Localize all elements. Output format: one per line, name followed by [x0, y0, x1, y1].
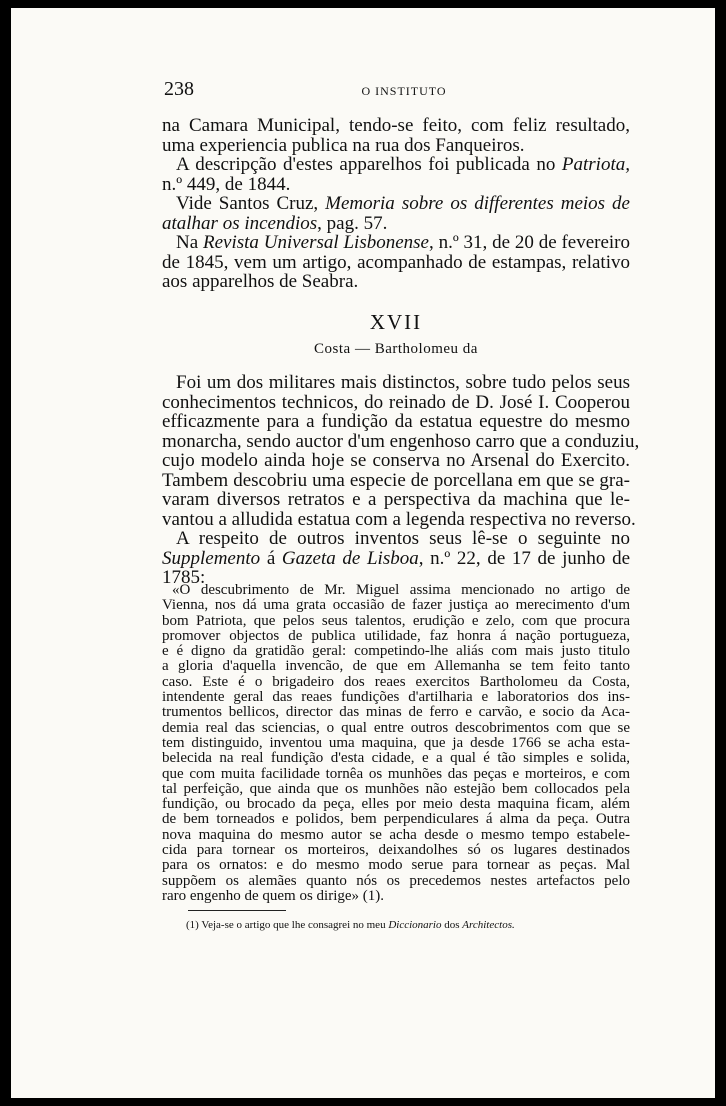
text-run: , pag. 57.	[317, 212, 388, 234]
quote-line: «O descubrimento de Mr. Miguel assima mencionado no artigo de	[172, 582, 630, 598]
italic-title: Supplemento	[162, 547, 261, 569]
text-line: efficazmente para a fundição da estatua equestre do mesmo	[162, 411, 630, 432]
text-run: Na	[176, 232, 203, 253]
quote-line: a gloria d'aquella invencão, de que em Allemanha se tem feito tanto	[162, 658, 630, 675]
page-header	[164, 78, 644, 106]
text-line: Tambem descobriu uma especie de porcellana em que se gra-	[162, 469, 630, 491]
quote-line: nova maquina do mesmo autor se acha desde o mesmo tempo estabele-	[162, 826, 630, 843]
footnote-text: (1) Veja-se o artigo que lhe consagrei no meu	[186, 919, 389, 931]
page-number: 238	[164, 78, 194, 100]
quote-line: trumentos bellicos, director das minas de ferro e carvão, e socio da Aca-	[162, 704, 630, 721]
text-line	[162, 549, 630, 569]
quote-line: belecida na real fundição d'esta cidade, e a qual é tão simples e solida,	[162, 750, 630, 767]
quote-line: para os ornatos: e do mesmo modo serue para tornear as peças. Mal	[162, 857, 630, 874]
book-page	[11, 8, 715, 1098]
section-heading: Costa — Bartholomeu da	[314, 341, 478, 357]
italic-title: atalhar os incendios	[162, 212, 318, 234]
quote-line: bom Patriota, que pelos seus talentos, erudição e zelo, com que procura	[162, 612, 630, 629]
text-run: A descripção d'estes apparelhos foi publicada no	[176, 154, 562, 175]
text-run: Vide Santos Cruz,	[176, 193, 326, 214]
text-line	[162, 194, 630, 214]
italic-title: Patriota,	[561, 154, 630, 175]
quote-line: e é digno da gratidão geral: competindo-lhe aliás com mais justo titulo	[162, 643, 630, 660]
italic-title: Revista Universal Lisbonense	[202, 232, 429, 253]
quote-line: que com muita facilidade tornêa os munhões das peças e morteiros, e com	[162, 765, 630, 782]
footnote	[186, 919, 616, 931]
quote-line: fundição, ou brocado da peça, elles por meio desta maquina ficam, além	[162, 796, 630, 813]
section-number: XVII	[369, 310, 423, 334]
text-line: aos apparelhos de Seabra.	[162, 271, 359, 292]
quote-line: demia real das sciencias, o qual entre outros descobrimentos com que se	[162, 719, 630, 736]
text-line: cujo modelo ainda hoje se conserva no Arsenal do Exercito.	[162, 450, 630, 471]
quote-line: cida para tornear os morteiros, deixandolhes só os lugares destinados	[162, 842, 630, 859]
text-run: , n.º 22, de 17 de junho de	[418, 547, 631, 569]
quote-line: tal perfeição, que ainda que os munhões não estejão bem collocados pela	[162, 780, 630, 797]
text-line: na Camara Municipal, tendo-se feito, com feliz resultado,	[162, 115, 630, 136]
quote-line: suppõem os alemães quanto nós os precedemos nestes artefactos pelo	[162, 872, 630, 889]
quote-line: intendente geral das reaes fundições d'artilharia e laboratorios dos ins-	[162, 689, 630, 706]
footnote-title: Diccionario	[388, 919, 442, 931]
quote-line: raro engenho de quem os dirige» (1).	[162, 887, 385, 904]
text-run: , n.º 31, de 20 de fevereiro	[429, 232, 631, 253]
text-line: de 1845, vem um artigo, acompanhado de estampas, relativo	[162, 251, 630, 273]
footnote-divider	[188, 910, 286, 911]
text-run: á	[266, 547, 282, 569]
text-line: varam diversos retratos e a perspectiva da machina que le-	[162, 489, 630, 510]
footnote-title: Architectos.	[462, 919, 515, 931]
text-line: uma experiencia publica na rua dos Fanqueiros.	[162, 134, 525, 156]
italic-title: Memoria sobre os differentes meios de	[325, 193, 630, 214]
quote-line: tem distinguido, inventou uma maquina, que ja desde 1766 se acha esta-	[162, 734, 630, 751]
italic-title: Gazeta de Lisboa	[281, 547, 419, 569]
running-title: O INSTITUTO	[361, 84, 447, 98]
quote-line: promover objectos de publica utilidade, faz honra á nação portugueza,	[162, 627, 630, 644]
text-line: monarcha, sendo auctor d'um engenhoso carro que a conduziu,	[162, 430, 640, 452]
quote-line: Vienna, nos dá uma grata occasião de fazer justiça ao merecimento d'um	[162, 597, 630, 614]
text-line	[162, 155, 630, 175]
quote-line: caso. Este é o brigadeiro dos reaes exercitos Bartholomeu da Costa,	[162, 673, 630, 690]
text-line: A respeito de outros inventos seus lê-se o seguinte no	[176, 528, 630, 549]
paragraph-block-1	[162, 116, 630, 292]
text-line: Foi um dos militares mais distinctos, sobre tudo pelos seus	[176, 372, 630, 393]
text-line	[162, 214, 630, 234]
text-line: n.º 449, de 1844.	[162, 173, 291, 195]
text-line: conhecimentos technicos, do reinado de D. José I. Cooperou	[162, 391, 630, 413]
footnote-text: dos	[441, 919, 463, 931]
text-line	[162, 233, 630, 253]
paragraph-block-2	[162, 372, 640, 588]
quote-line: de bem torneados e polidos, bem perpendiculares á alma da peça. Outra	[162, 811, 630, 828]
quotation-block	[162, 583, 630, 904]
text-line: vantou a alludida estatua com a legenda respectiva no reverso.	[162, 508, 636, 530]
text-line: 1785:	[162, 567, 206, 588]
